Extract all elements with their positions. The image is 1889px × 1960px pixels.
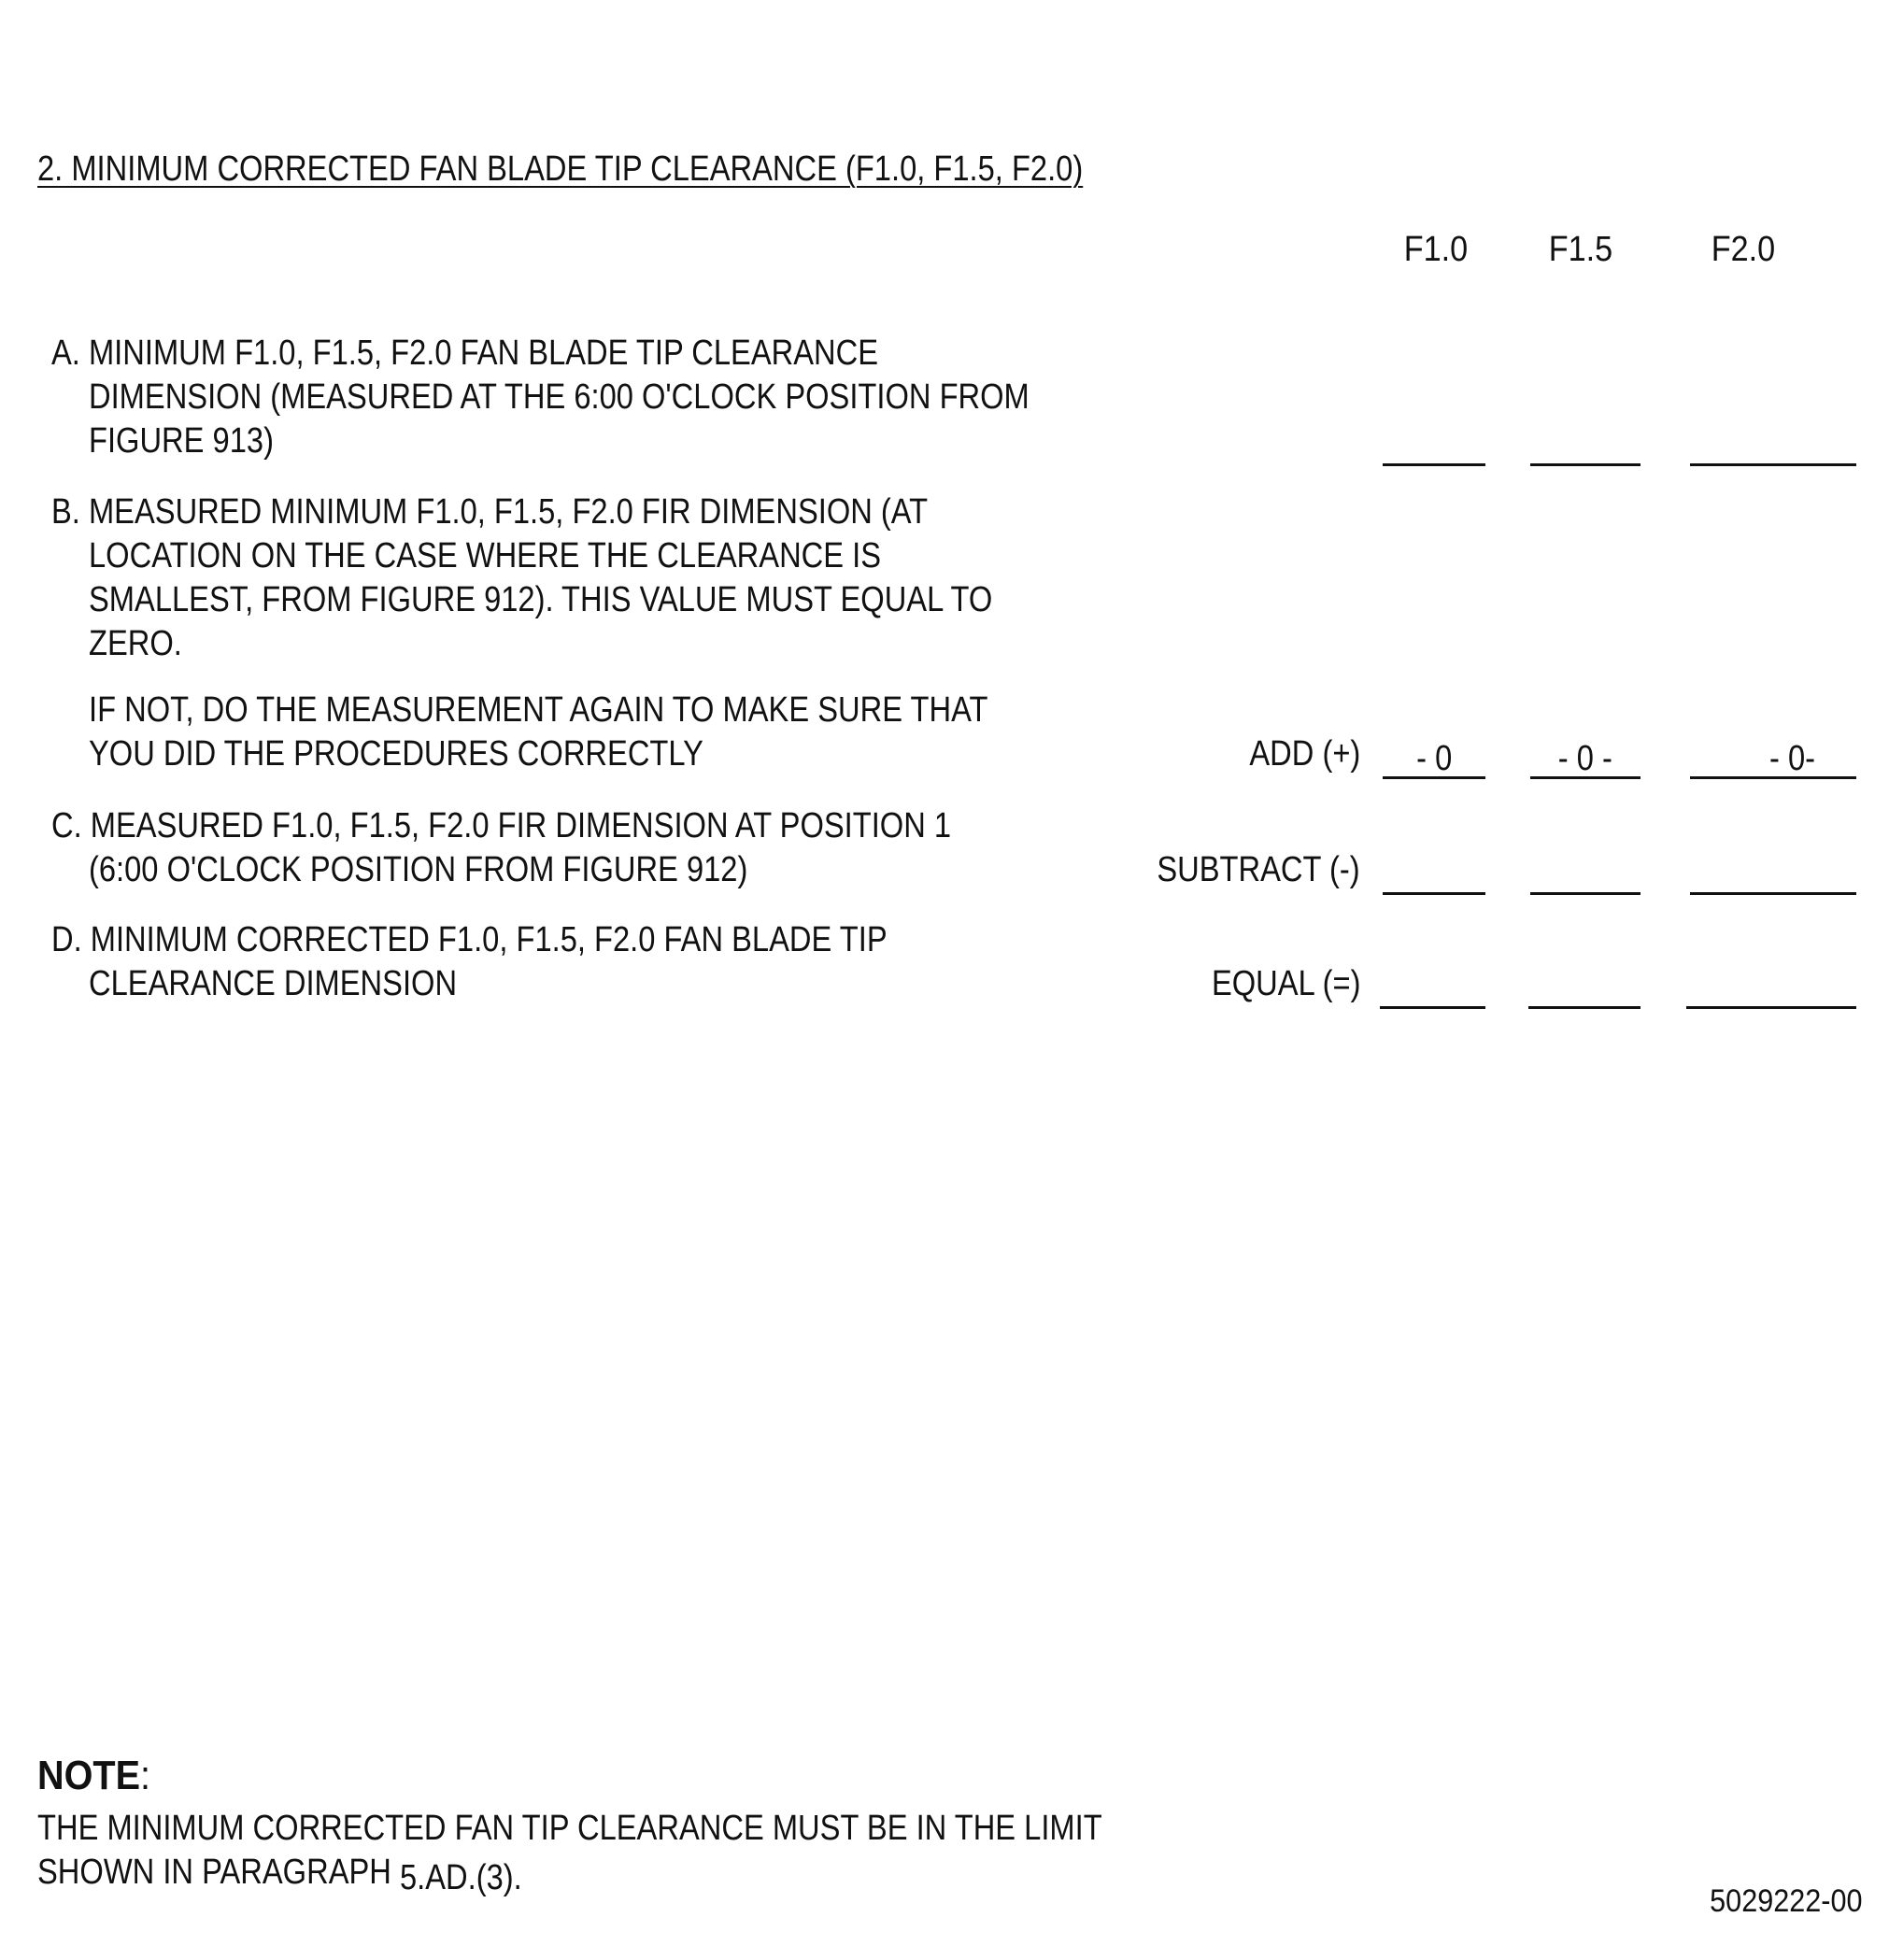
item-b-line-1: B. MEASURED MINIMUM F1.0, F1.5, F2.0 FIR DIMENSION (AT [51,492,929,532]
column-header-f2-0: F2.0 [1711,230,1776,269]
item-c-f1-5-blank[interactable] [1530,854,1640,895]
item-d-line-2: CLEARANCE DIMENSION [89,964,458,1003]
note-paragraph-reference: 5.AD.(3). [399,1858,522,1897]
note-line-2-text: SHOWN IN PARAGRAPH [37,1853,400,1892]
note-colon: : [140,1753,151,1798]
item-b-f1-5-value: - 0 - [1557,739,1613,778]
item-b-line-4: ZERO. [89,624,182,663]
item-b-line-2: LOCATION ON THE CASE WHERE THE CLEARANCE IS [89,536,882,575]
item-d-f1-5-blank[interactable] [1528,968,1640,1009]
item-c-line-1: C. MEASURED F1.0, F1.5, F2.0 FIR DIMENSION AT POSITION 1 [51,806,952,845]
note-line-2 [37,1851,522,1895]
note-title [37,1753,150,1799]
item-b-sub-line-2: YOU DID THE PROCEDURES CORRECTLY [89,734,703,774]
item-b-f2-0-value: - 0- [1768,739,1815,778]
item-c-f1-0-blank[interactable] [1383,854,1485,895]
item-a-line-2: DIMENSION (MEASURED AT THE 6:00 O'CLOCK POSITION FROM [89,377,1030,417]
equal-operation-label: EQUAL (=) [1211,964,1360,1003]
item-b-sub-line-1: IF NOT, DO THE MEASUREMENT AGAIN TO MAKE SURE THAT [89,690,988,730]
item-d-line-1: D. MINIMUM CORRECTED F1.0, F1.5, F2.0 FAN BLADE TIP [51,920,888,959]
note-title-text: NOTE [37,1753,141,1798]
subtract-operation-label: SUBTRACT (-) [1157,850,1360,889]
item-a-line-3: FIGURE 913) [89,421,274,461]
section-heading: 2. MINIMUM CORRECTED FAN BLADE TIP CLEARANCE (F1.0, F1.5, F2.0) [37,149,1084,189]
item-d-f2-0-blank[interactable] [1686,968,1856,1009]
item-a-line-1: A. MINIMUM F1.0, F1.5, F2.0 FAN BLADE TIP CLEARANCE [51,334,879,373]
item-b-line-3: SMALLEST, FROM FIGURE 912). THIS VALUE MUST EQUAL TO [89,580,993,619]
column-header-f1-5: F1.5 [1548,230,1613,269]
item-c-f2-0-blank[interactable] [1690,854,1856,895]
item-a-f2-0-blank[interactable] [1690,425,1856,466]
item-b-f1-0-blank[interactable] [1383,738,1485,779]
note-line-1: THE MINIMUM CORRECTED FAN TIP CLEARANCE MUST BE IN THE LIMIT [37,1809,1102,1848]
add-operation-label: ADD (+) [1249,734,1360,774]
item-b-f2-0-blank[interactable] [1690,738,1856,779]
item-d-f1-0-blank[interactable] [1380,968,1485,1009]
item-b-f1-5-blank[interactable] [1530,738,1640,779]
item-c-line-2: (6:00 O'CLOCK POSITION FROM FIGURE 912) [89,850,748,889]
item-a-f1-5-blank[interactable] [1530,425,1640,466]
item-b-f1-0-value: - 0 [1415,739,1453,778]
figure-id: 5029222-00 [1710,1883,1863,1919]
item-a-f1-0-blank[interactable] [1383,425,1485,466]
column-header-f1-0: F1.0 [1403,230,1469,269]
